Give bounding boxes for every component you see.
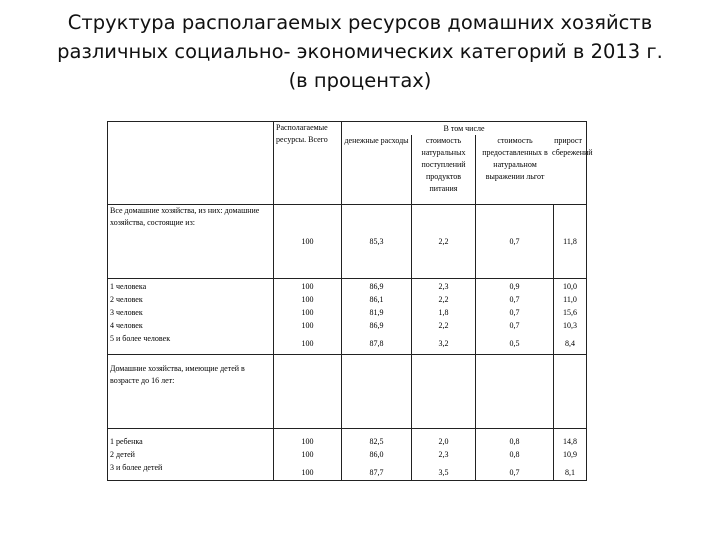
value: 3,5 bbox=[438, 467, 449, 477]
value: 100 bbox=[301, 320, 314, 330]
all-households-label: Все домашние хозяйства, из них: домашние хозяйства, состоящие из: bbox=[110, 205, 260, 227]
value: 1,8 bbox=[438, 307, 449, 317]
value: 0,7 bbox=[509, 320, 520, 330]
value: 87,8 bbox=[369, 338, 384, 348]
value: 8,4 bbox=[565, 338, 576, 348]
all-savings: 11,8 bbox=[554, 204, 587, 278]
value: 81,9 bbox=[369, 307, 384, 317]
value: 10,3 bbox=[563, 320, 578, 330]
value: 86,0 bbox=[369, 449, 384, 459]
value: 100 bbox=[301, 467, 314, 477]
value: 2,2 bbox=[438, 294, 449, 304]
value: 100 bbox=[301, 338, 314, 348]
header-including: В том числе bbox=[342, 122, 587, 136]
value: 0,7 bbox=[509, 467, 520, 477]
value: 100 bbox=[301, 307, 314, 317]
children-benefits-cell bbox=[476, 428, 554, 481]
all-benefits: 0,7 bbox=[476, 204, 554, 278]
children-available-cell bbox=[274, 428, 342, 481]
list-item: 2 человек bbox=[110, 294, 143, 304]
value: 86,9 bbox=[369, 281, 384, 291]
list-item: 3 человек bbox=[110, 307, 143, 317]
size-benefits-cell bbox=[476, 278, 554, 354]
all-available: 100 bbox=[274, 204, 342, 278]
value: 86,1 bbox=[369, 294, 384, 304]
header-savings: прирост сбережений bbox=[552, 136, 593, 157]
value: 2,2 bbox=[438, 320, 449, 330]
resources-table bbox=[107, 121, 593, 481]
value: 8,1 bbox=[565, 467, 576, 477]
value: 2,3 bbox=[438, 449, 449, 459]
value: 11,0 bbox=[563, 294, 577, 304]
list-item: 1 ребенка bbox=[110, 436, 143, 446]
value: 86,9 bbox=[369, 320, 384, 330]
list-item: 4 человек bbox=[110, 320, 143, 330]
empty-cell bbox=[342, 354, 412, 428]
list-item: 5 и более человек bbox=[110, 333, 171, 343]
slide-title bbox=[20, 8, 700, 95]
header-empty-cell bbox=[108, 122, 274, 205]
row-all-households-label bbox=[108, 204, 274, 278]
children-labels-cell bbox=[108, 428, 274, 481]
value: 2,0 bbox=[438, 436, 449, 446]
size-natural-cell bbox=[412, 278, 476, 354]
empty-cell bbox=[554, 354, 587, 428]
size-labels-cell bbox=[108, 278, 274, 354]
all-natural: 2,2 bbox=[412, 204, 476, 278]
header-cash: денежные расходы bbox=[342, 135, 412, 204]
header-benefits: стоимость предоставленных в натуральном выражении льгот bbox=[482, 136, 548, 181]
size-savings-cell bbox=[554, 278, 587, 354]
value: 100 bbox=[301, 294, 314, 304]
title-line-2: различных социально- экономических категорий в 2013 г. bbox=[57, 40, 663, 63]
value: 2,3 bbox=[438, 281, 449, 291]
list-item: 2 детей bbox=[110, 449, 135, 459]
value: 0,7 bbox=[509, 294, 520, 304]
title-line-1: Структура располагаемых ресурсов домашних хозяйств bbox=[67, 11, 653, 34]
value: 100 bbox=[301, 436, 314, 446]
size-available-cell bbox=[274, 278, 342, 354]
children-natural-cell bbox=[412, 428, 476, 481]
children-savings-cell bbox=[554, 428, 587, 481]
children-heading-text: Домашние хозяйства, имеющие детей в возрасте до 16 лет: bbox=[110, 363, 245, 385]
value: 10,0 bbox=[563, 281, 578, 291]
size-cash-cell bbox=[342, 278, 412, 354]
value: 100 bbox=[301, 281, 314, 291]
value: 87,7 bbox=[369, 467, 384, 477]
list-item: 1 человека bbox=[110, 281, 147, 291]
header-benefits-savings bbox=[476, 135, 593, 204]
value: 0,7 bbox=[509, 307, 520, 317]
header-available: Располагаемые ресурсы. Всего bbox=[274, 122, 342, 205]
value: 0,8 bbox=[509, 449, 520, 459]
all-cash: 85,3 bbox=[342, 204, 412, 278]
list-item: 3 и более детей bbox=[110, 462, 163, 472]
value: 3,2 bbox=[438, 338, 449, 348]
value: 100 bbox=[301, 449, 314, 459]
value: 14,8 bbox=[563, 436, 578, 446]
children-heading bbox=[108, 354, 274, 428]
value: 15,6 bbox=[563, 307, 578, 317]
value: 82,5 bbox=[369, 436, 384, 446]
value: 0,5 bbox=[509, 338, 520, 348]
children-cash-cell bbox=[342, 428, 412, 481]
value: 0,9 bbox=[509, 281, 520, 291]
empty-cell bbox=[412, 354, 476, 428]
title-line-3: (в процентах) bbox=[288, 69, 432, 92]
header-natural: стоимость натуральных поступлений продуктов питания bbox=[412, 135, 476, 204]
empty-cell bbox=[476, 354, 554, 428]
empty-cell bbox=[274, 354, 342, 428]
value: 0,8 bbox=[509, 436, 520, 446]
value: 10,9 bbox=[563, 449, 578, 459]
